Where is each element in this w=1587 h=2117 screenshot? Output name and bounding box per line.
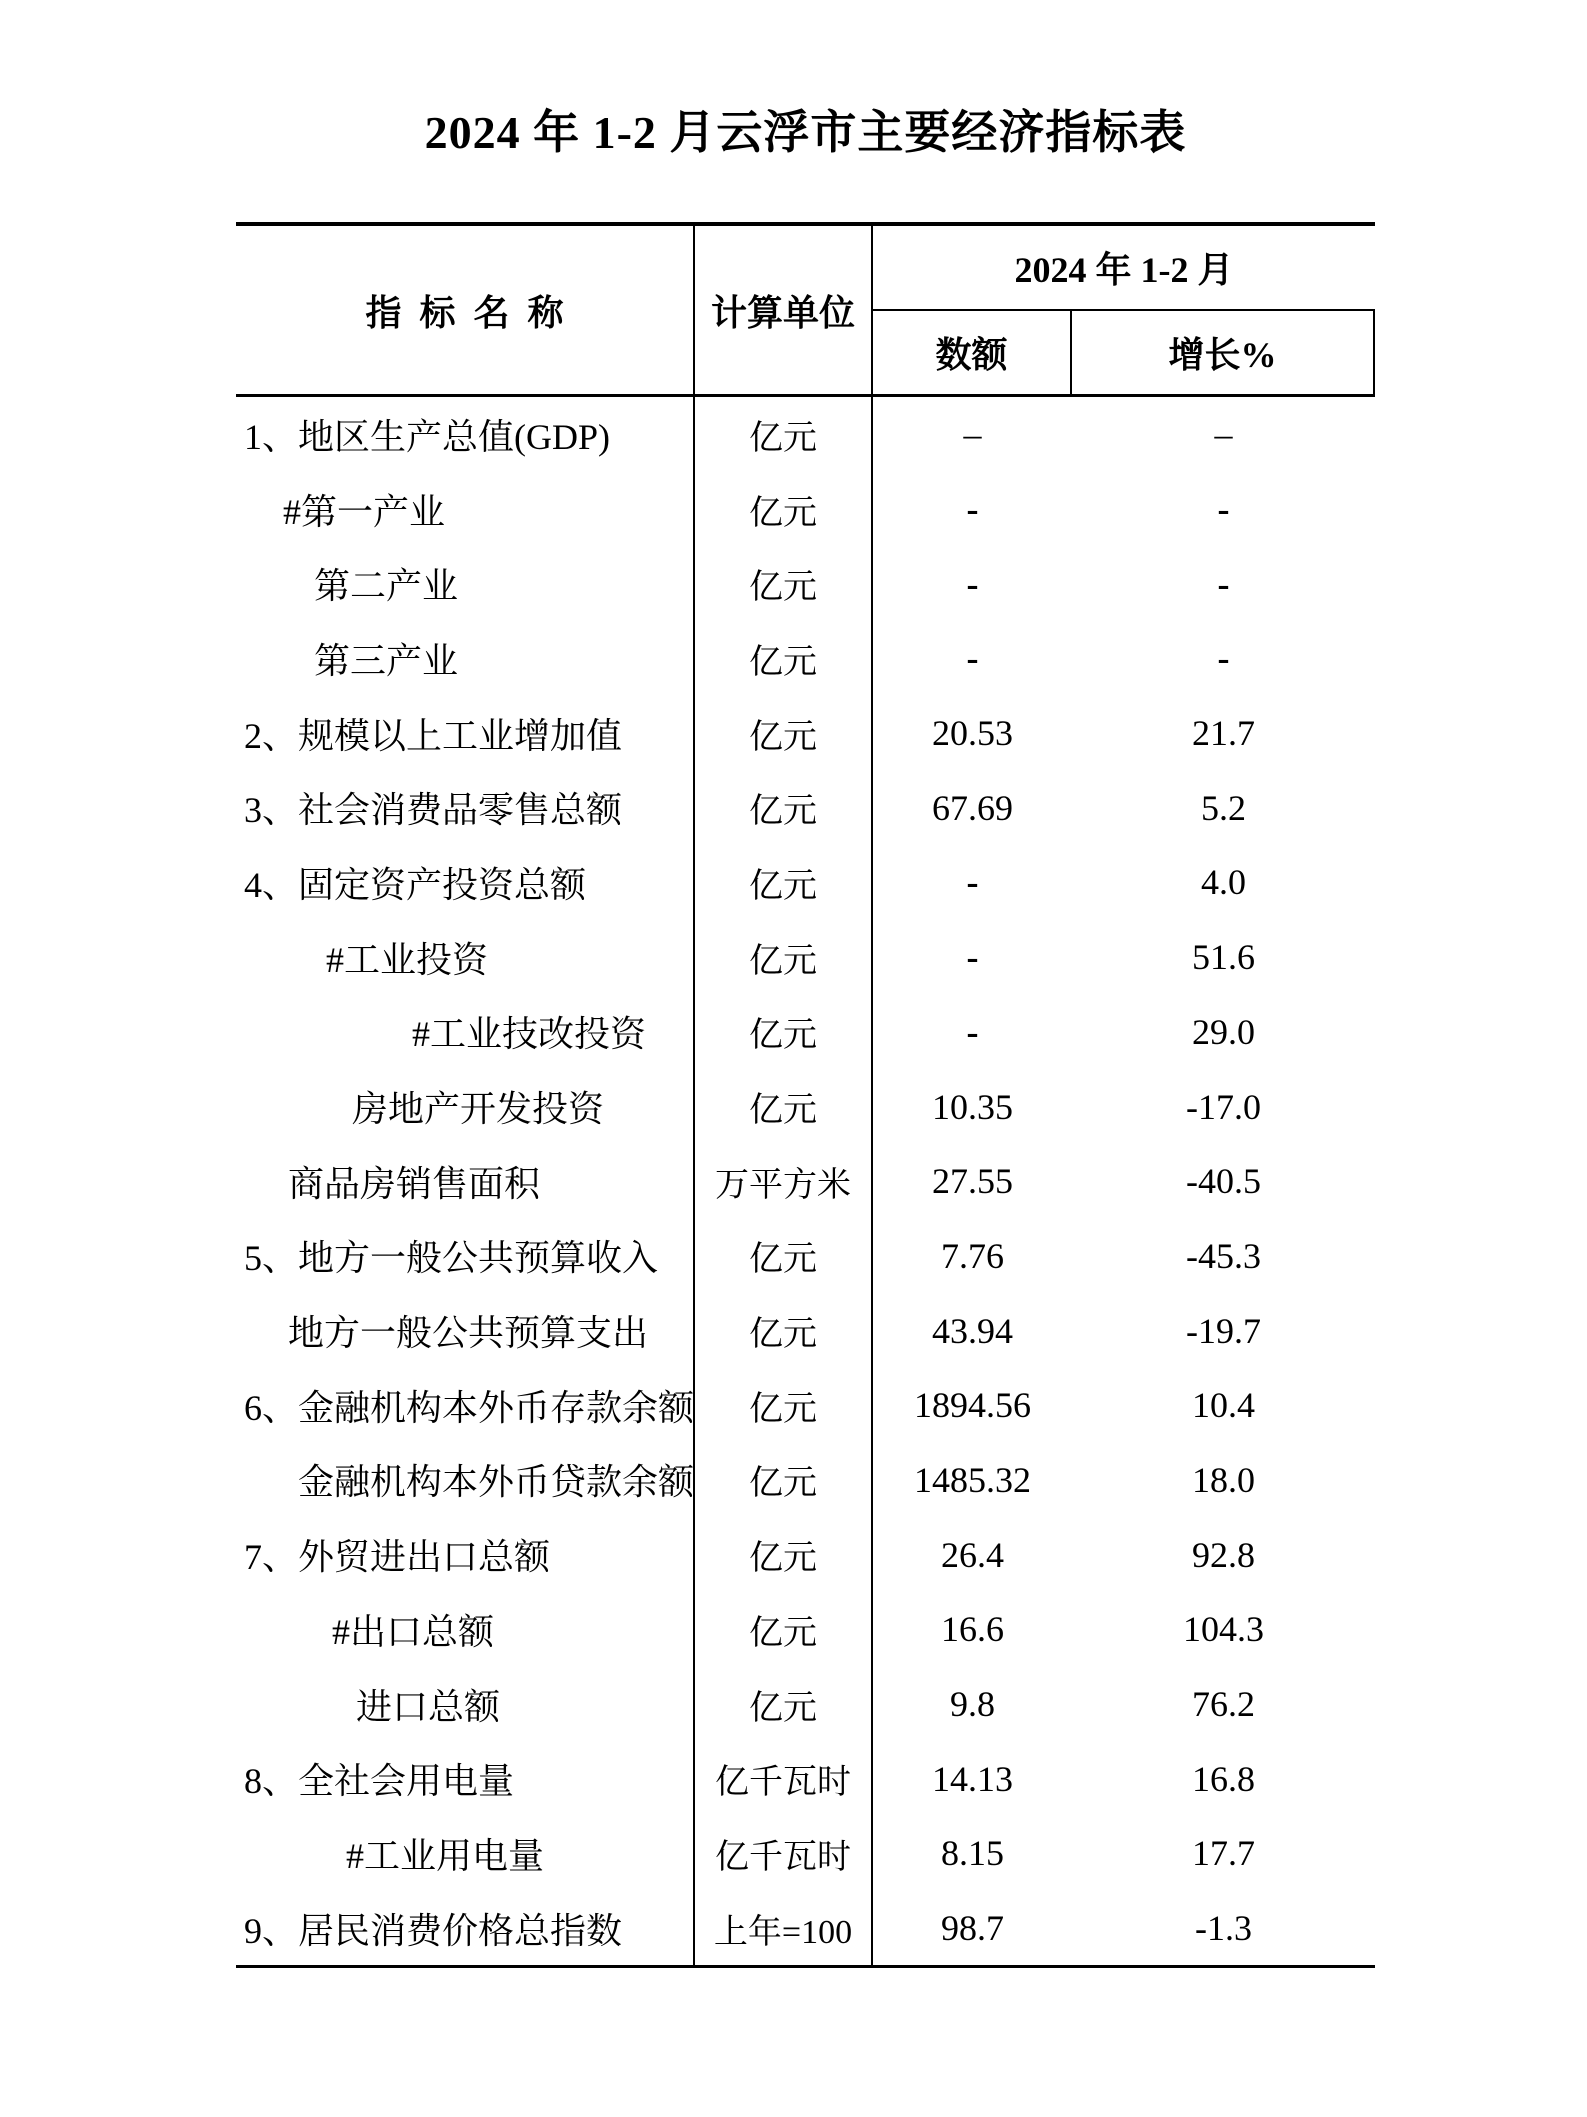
growth-value: – <box>1214 414 1233 455</box>
growth-value: 104.3 <box>1183 1609 1264 1650</box>
unit-value: 亿元 <box>695 696 873 771</box>
amount-value: 9.8 <box>950 1684 995 1725</box>
indicator-name: 4、固定资产投资总额 <box>236 845 695 920</box>
amount-value: - <box>966 563 979 604</box>
unit-value: 上年=100 <box>695 1891 873 1966</box>
amount-value: - <box>966 937 979 978</box>
unit-value: 亿元 <box>695 1592 873 1667</box>
indicator-name: 5、地方一般公共预算收入 <box>236 1219 695 1294</box>
growth-value: 4.0 <box>1201 862 1246 903</box>
growth-value: -40.5 <box>1186 1161 1261 1202</box>
amount-value: - <box>966 489 979 530</box>
table-row <box>236 1368 1375 1443</box>
unit-value: 亿元 <box>695 1293 873 1368</box>
table-row <box>236 1144 1375 1219</box>
header-amount: 数额 <box>873 311 1072 394</box>
unit-value: 亿元 <box>695 1219 873 1294</box>
indicator-name: 8、全社会用电量 <box>236 1741 695 1816</box>
table-row <box>236 1816 1375 1891</box>
header-unit: 计算单位 <box>695 226 873 394</box>
table-row <box>236 1741 1375 1816</box>
amount-value: 1485.32 <box>914 1459 1031 1500</box>
growth-value: -45.3 <box>1186 1235 1261 1276</box>
table-header <box>236 226 1375 397</box>
indicators-table <box>236 222 1375 1968</box>
indicator-name: 6、金融机构本外币存款余额 <box>236 1368 695 1443</box>
growth-value: 10.4 <box>1192 1385 1255 1426</box>
header-period-group <box>873 226 1375 394</box>
indicator-name: 地方一般公共预算支出 <box>236 1293 695 1368</box>
table-row <box>236 696 1375 771</box>
table-row <box>236 1891 1375 1966</box>
indicator-name: 房地产开发投资 <box>236 1069 695 1144</box>
indicator-name: #工业投资 <box>236 920 695 995</box>
unit-value: 亿元 <box>695 845 873 920</box>
unit-value: 亿元 <box>695 1443 873 1518</box>
table-row <box>236 995 1375 1070</box>
growth-value: 16.8 <box>1192 1758 1255 1799</box>
table-row <box>236 472 1375 547</box>
amount-value: – <box>963 414 982 455</box>
amount-value: 16.6 <box>941 1609 1004 1650</box>
table-row <box>236 1592 1375 1667</box>
indicator-name: #工业技改投资 <box>236 995 695 1070</box>
amount-value: 67.69 <box>932 787 1013 828</box>
amount-value: 1894.56 <box>914 1385 1031 1426</box>
table-row <box>236 920 1375 995</box>
amount-value: - <box>966 862 979 903</box>
unit-value: 万平方米 <box>695 1144 873 1219</box>
header-period: 2024 年 1-2 月 <box>873 226 1375 311</box>
growth-value: 18.0 <box>1192 1459 1255 1500</box>
header-growth: 增长% <box>1168 335 1277 375</box>
table-row <box>236 1219 1375 1294</box>
indicator-name: #出口总额 <box>236 1592 695 1667</box>
amount-value: 10.35 <box>932 1086 1013 1127</box>
growth-value: 17.7 <box>1192 1833 1255 1874</box>
amount-value: 43.94 <box>932 1310 1013 1351</box>
unit-value: 亿元 <box>695 472 873 547</box>
indicator-name: 进口总额 <box>236 1667 695 1742</box>
amount-value: - <box>966 1011 979 1052</box>
table-row <box>236 397 1375 472</box>
unit-value: 亿元 <box>695 546 873 621</box>
amount-value: - <box>966 638 979 679</box>
table-row <box>236 1069 1375 1144</box>
amount-value: 8.15 <box>941 1833 1004 1874</box>
unit-value: 亿元 <box>695 1069 873 1144</box>
unit-value: 亿元 <box>695 1667 873 1742</box>
unit-value: 亿千瓦时 <box>695 1741 873 1816</box>
header-indicator-name: 指 标 名 称 <box>236 226 695 394</box>
unit-value: 亿元 <box>695 1368 873 1443</box>
indicator-name: 2、规模以上工业增加值 <box>236 696 695 771</box>
unit-value: 亿元 <box>695 1517 873 1592</box>
amount-value: 26.4 <box>941 1534 1004 1575</box>
indicator-name: 7、外贸进出口总额 <box>236 1517 695 1592</box>
growth-value: 21.7 <box>1192 713 1255 754</box>
growth-value: - <box>1217 638 1230 679</box>
unit-value: 亿元 <box>695 770 873 845</box>
table-row <box>236 845 1375 920</box>
unit-value: 亿元 <box>695 995 873 1070</box>
header-subrow <box>873 311 1375 394</box>
growth-value: 51.6 <box>1192 937 1255 978</box>
unit-value: 亿元 <box>695 920 873 995</box>
table-row <box>236 770 1375 845</box>
amount-value: 20.53 <box>932 713 1013 754</box>
indicator-name: 9、居民消费价格总指数 <box>236 1891 695 1966</box>
unit-value: 亿元 <box>695 397 873 472</box>
growth-value: -17.0 <box>1186 1086 1261 1127</box>
amount-value: 14.13 <box>932 1758 1013 1799</box>
growth-value: 92.8 <box>1192 1534 1255 1575</box>
indicator-name: 商品房销售面积 <box>236 1144 695 1219</box>
unit-value: 亿千瓦时 <box>695 1816 873 1891</box>
indicator-name: #工业用电量 <box>236 1816 695 1891</box>
amount-value: 7.76 <box>941 1235 1004 1276</box>
growth-value: - <box>1217 563 1230 604</box>
growth-value: - <box>1217 489 1230 530</box>
growth-value: 76.2 <box>1192 1684 1255 1725</box>
growth-value: 29.0 <box>1192 1011 1255 1052</box>
table-row <box>236 546 1375 621</box>
table-row <box>236 1667 1375 1742</box>
indicator-name: 3、社会消费品零售总额 <box>236 770 695 845</box>
unit-value: 亿元 <box>695 621 873 696</box>
page-title: 2024 年 1-2 月云浮市主要经济指标表 <box>424 107 1187 158</box>
amount-value: 27.55 <box>932 1161 1013 1202</box>
table-row <box>236 1443 1375 1518</box>
growth-value: 5.2 <box>1201 787 1246 828</box>
indicator-name: 第三产业 <box>236 621 695 696</box>
growth-value: -19.7 <box>1186 1310 1261 1351</box>
indicator-name: 第二产业 <box>236 546 695 621</box>
table-row <box>236 1517 1375 1592</box>
growth-value: -1.3 <box>1195 1908 1252 1949</box>
table-body <box>236 397 1375 1965</box>
table-row <box>236 1293 1375 1368</box>
indicator-name: 1、地区生产总值(GDP) <box>236 397 695 472</box>
indicator-name: 金融机构本外币贷款余额 <box>236 1443 695 1518</box>
indicator-name: #第一产业 <box>236 472 695 547</box>
table-row <box>236 621 1375 696</box>
amount-value: 98.7 <box>941 1908 1004 1949</box>
